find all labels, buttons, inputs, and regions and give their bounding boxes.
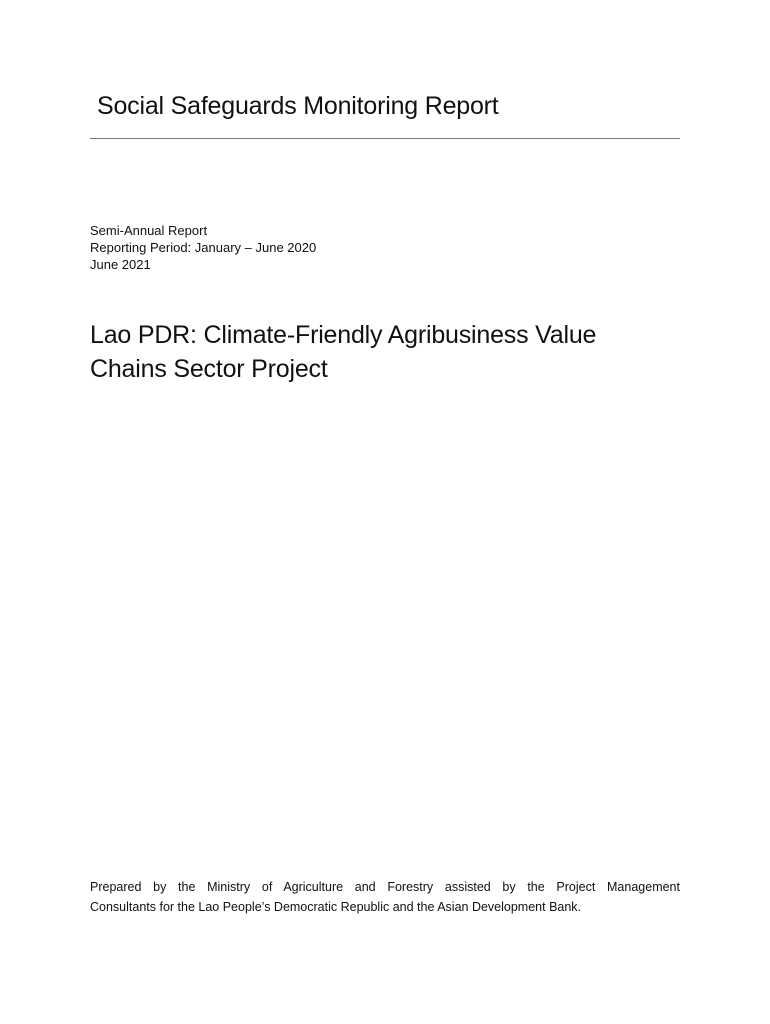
project-title <box>90 318 650 386</box>
title-divider <box>90 138 680 139</box>
prepared-by-line-1: Prepared by the Ministry of Agriculture and Forestry assisted by the Project Management <box>90 880 680 894</box>
report-title: Social Safeguards Monitoring Report <box>97 92 499 120</box>
project-title-line-2: Chains Sector Project <box>90 355 328 383</box>
reporting-period: Reporting Period: January – June 2020 <box>90 240 317 255</box>
prepared-by-statement <box>90 877 680 917</box>
project-title-line-1: Lao PDR: Climate-Friendly Agribusiness Value <box>90 321 597 349</box>
report-type: Semi-Annual Report <box>90 223 208 238</box>
prepared-by-line-2: Consultants for the Lao People’s Democratic Republic and the Asian Development Bank. <box>90 900 582 914</box>
report-date: June 2021 <box>90 257 151 272</box>
report-meta <box>90 222 316 273</box>
